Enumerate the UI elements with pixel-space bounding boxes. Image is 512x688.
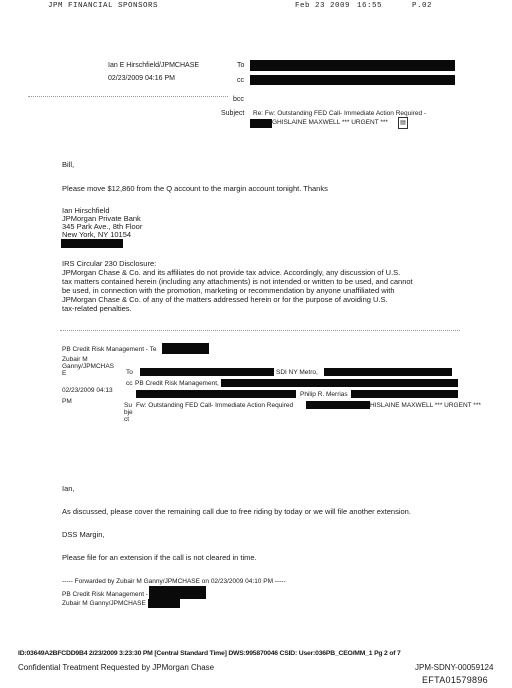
fwd-from-2: Zubair M Ganny/JPMCHASE [62, 600, 146, 607]
email1-bcc-label: bcc [233, 96, 244, 103]
email2-subject-label-3: ct [124, 416, 130, 423]
email2-sender-2: Ganny/JPMCHAS [62, 363, 115, 370]
redaction-bar [250, 60, 455, 71]
footer-bates-1: JPM-SDNY-00059124 [415, 663, 494, 672]
email2-to-label: To [126, 369, 133, 376]
email1-subject-label: Subject [221, 110, 245, 117]
footer-bates-2: EFTA01579896 [422, 675, 488, 685]
sig-address-1: 345 Park Ave., 8th Floor [62, 222, 143, 231]
email2-subject-text-2: HISLAINE MAXWELL *** URGENT *** [370, 402, 481, 409]
email2-sent-pm: PM [62, 398, 72, 405]
irs-line-1: JPMorgan Chase & Co. and its affiliates do not provide tax advice. Accordingly, any discussion of U.S. [62, 268, 401, 277]
email2-sender-3: E [62, 370, 67, 377]
email1-body: Please move $12,860 from the Q account to the margin account tonight. Thanks [62, 184, 328, 193]
irs-title: IRS Circular 230 Disclosure: [62, 259, 157, 268]
fax-date: Feb 23 2009 [295, 2, 351, 10]
fax-page: P.02 [412, 2, 433, 10]
redaction-bar [61, 239, 123, 248]
email2-body: As discussed, please cover the remaining call due to free riding by today or we will file another extension. [62, 507, 411, 516]
redaction-bar [149, 586, 206, 599]
scan-noise [28, 96, 228, 97]
fwd-from-1: PB Credit Risk Management - [62, 591, 148, 598]
email1-greeting: Bill, [62, 160, 75, 169]
fax-sender: JPM FINANCIAL SPONSORS [48, 2, 159, 10]
scan-noise [60, 330, 460, 331]
redaction-bar [324, 368, 452, 376]
redaction-bar [221, 379, 458, 387]
email2-from-line: PB Credit Risk Management - Te [62, 346, 157, 353]
email2-sent-date: 02/23/2009 04:13 [62, 387, 113, 394]
email2-subject-label-1: Su [124, 402, 132, 409]
email1-from: Ian E Hirschfield/JPMCHASE [108, 62, 200, 69]
irs-line-5: tax-related penalties. [62, 304, 132, 313]
forwarded-line: ----- Forwarded by Zubair M Ganny/JPMCHASE on 02/23/2009 04:10 PM ----- [62, 578, 286, 585]
redaction-bar [136, 390, 296, 398]
redaction-bar [250, 119, 272, 128]
redaction-bar [250, 75, 455, 85]
fax-time: 16:55 [357, 2, 383, 10]
redaction-bar [306, 401, 370, 409]
footer-meta-line: ID:03649A2BFCDD9B4 2/23/2009 3:23:30 PM [Central Standard Time] DWS:995870046 CSID: User:036PB_CEO/MM_1 Pg 2 of 7 [18, 650, 401, 657]
irs-line-3: be used, in connection with the promotion, marketing or recommendation by anyone unaffiliated with [62, 286, 395, 295]
redaction-bar [140, 368, 274, 376]
footer-confidential: Confidential Treatment Requested by JPMorgan Chase [18, 663, 215, 672]
email2-sender-1: Zubair M [62, 356, 88, 363]
email2-cc-text-2: Philip R. Merrias [300, 391, 348, 398]
email2-greeting-2: DSS Margin, [62, 530, 105, 539]
irs-line-4: JPMorgan Chase & Co. of any of the matters addressed herein or for the purpose of avoiding U.S. [62, 295, 388, 304]
email1-subject-line2: GHISLAINE MAXWELL *** URGENT *** [272, 119, 388, 126]
email2-body-2: Please file for an extension if the call is not cleared in time. [62, 553, 257, 562]
sig-company: JPMorgan Private Bank [62, 214, 141, 223]
email1-sent: 02/23/2009 04:16 PM [108, 75, 175, 82]
sig-name: Ian Hirschfield [62, 206, 110, 215]
email2-subject-text: Fw: Outstanding FED Call- Immediate Action Required [136, 402, 294, 409]
email1-subject-line1: Re: Fw: Outstanding FED Call- Immediate Action Required - [253, 110, 427, 117]
attachment-icon: ▤ [398, 117, 408, 129]
sig-address-2: New York, NY 10154 [62, 230, 132, 239]
redaction-bar [162, 343, 209, 354]
email1-to-label: To [237, 62, 245, 69]
redaction-bar [148, 599, 180, 608]
irs-line-2: tax matters contained herein (including any attachments) is not intended or written to be used, and cannot [62, 277, 413, 286]
email2-subject-label-2: bje [124, 409, 133, 416]
email2-cc-text: PB Credit Risk Management, [135, 380, 219, 387]
email2-cc-label: cc [126, 380, 133, 387]
email1-cc-label: cc [237, 77, 244, 84]
email2-greeting: Ian, [62, 484, 75, 493]
redaction-bar [351, 390, 458, 398]
email2-to-text: SDI NY Metro, [276, 369, 318, 376]
